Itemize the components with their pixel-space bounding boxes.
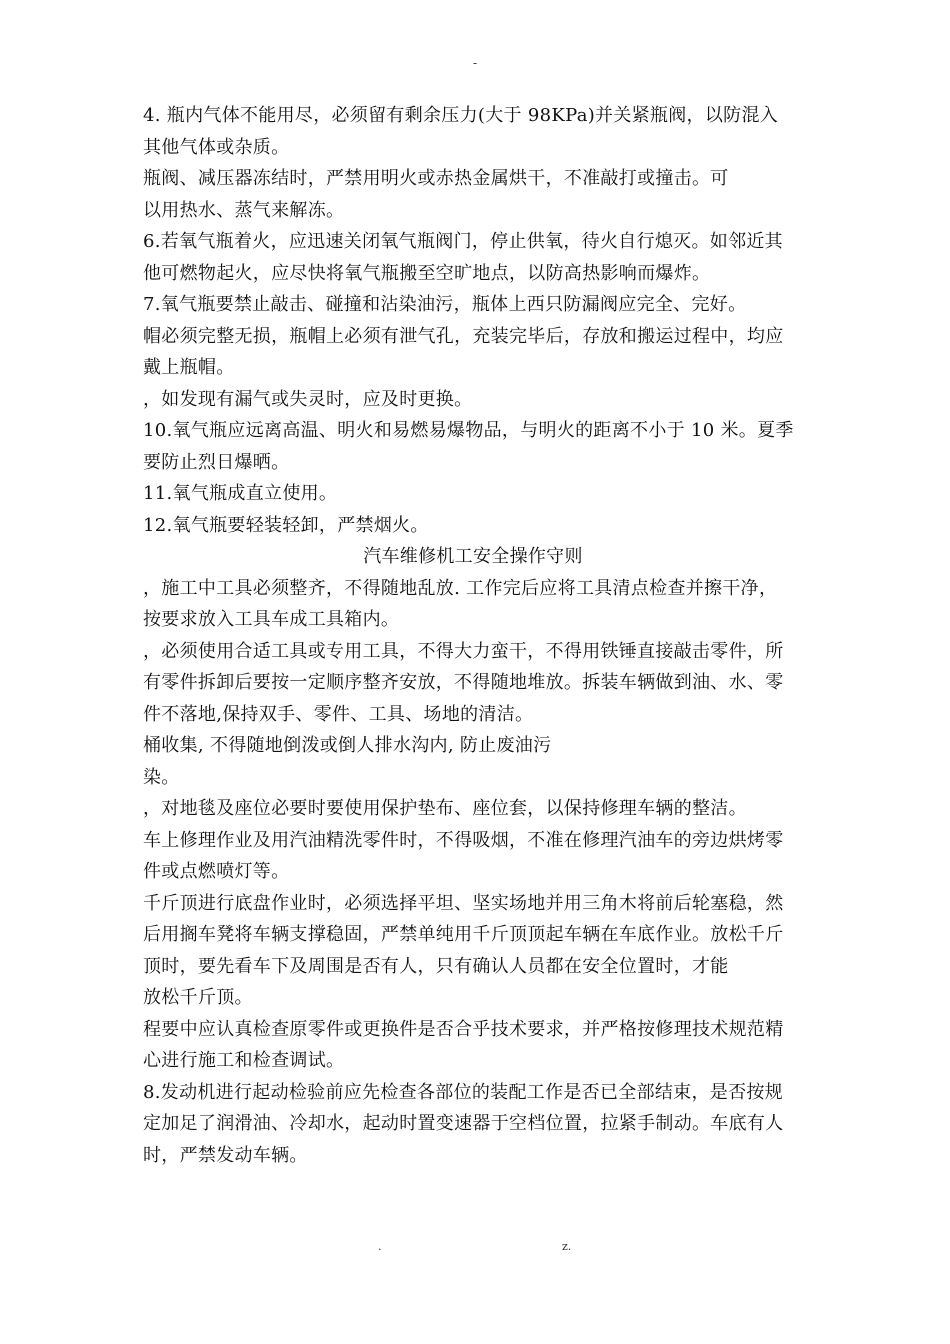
text-line: 件不落地,保持双手、零件、工具、场地的清洁。	[143, 703, 534, 725]
text-line: 其他气体或杂质。	[143, 136, 290, 158]
text-line: 程要中应认真检查原零件或更换件是否合乎技术要求，并严格按修理技术规范精	[143, 1018, 784, 1040]
text-line: 10.氧气瓶应远离高温、明火和易燃易爆物品，与明火的距离不小于 10 米。夏季	[143, 420, 794, 441]
text-line: 后用搁车凳将车辆支撑稳固，严禁单纯用千斤顶顶起车辆在车底作业。放松千斤	[143, 924, 784, 945]
section-title: 汽车维修机工安全操作守则	[363, 546, 583, 567]
text-line: 12.氧气瓶要轻装轻卸，严禁烟火。	[143, 514, 429, 536]
text-line: 有零件拆卸后要按一定顺序整齐安放，不得随地堆放。拆装车辆做到油、水、零	[143, 672, 784, 693]
text-line: ，对地毯及座位必要时要使用保护垫布、座位套，以保持修理车辆的整洁。	[143, 798, 747, 819]
text-line: 瓶阀、减压器冻结时，严禁用明火或赤热金属烘干，不准敲打或撞击。可	[143, 168, 729, 189]
text-line: 要防止烈日爆晒。	[143, 451, 290, 473]
text-line: 心进行施工和检查调试。	[143, 1050, 345, 1071]
text-line: 4. 瓶内气体不能用尽，必须留有剩余压力(大于 98KPa)并关紧瓶阀，以防混入	[143, 105, 779, 126]
text-line: 8.发动机进行起动检验前应先检查各部位的装配工作是否已全部结束，是否按规	[143, 1081, 783, 1103]
text-line: 帽必须完整无损，瓶帽上必须有泄气孔，充装完毕后，存放和搬运过程中，均应	[143, 325, 784, 347]
text-line: 时，严禁发动车辆。	[143, 1144, 308, 1166]
header-mark: -	[472, 56, 478, 70]
text-line: 戴上瓶帽。	[143, 357, 235, 378]
text-line: 车上修理作业及用汽油精洗零件时，不得吸烟，不准在修理汽油车的旁边烘烤零	[143, 829, 784, 851]
text-line: ，必须使用合适工具或专用工具，不得大力蛮干，不得用铁锤直接敲击零件，所	[143, 640, 784, 662]
text-line: 顶时，要先看车下及周围是否有人，只有确认人员都在安全位置时，才能	[143, 955, 729, 977]
text-line: 6.若氧气瓶着火，应迅速关闭氧气瓶阀门，停止供氧，待火自行熄灭。如邻近其	[143, 231, 783, 252]
text-line: 放松千斤顶。	[143, 987, 253, 1008]
text-line: 7.氧气瓶要禁止敲击、碰撞和沾染油污，瓶体上西只防漏阀应完全、完好。	[143, 294, 747, 315]
text-line: ，如发现有漏气或失灵时，应及时更换。	[143, 388, 473, 410]
footer-left-mark: .	[378, 1240, 382, 1253]
text-line: ，施工中工具必须整齐，不得随地乱放. 工作完后应将工具清点检查并擦干净，	[143, 577, 778, 599]
text-line: 染。	[143, 766, 180, 788]
text-line: 他可燃物起火，应尽快将氧气瓶搬至空旷地点，以防高热影响而爆炸。	[143, 262, 711, 284]
text-line: 件或点燃喷灯等。	[143, 861, 290, 882]
text-line: 桶收集, 不得随地倒泼或倒人排水沟内, 防止废油污	[143, 735, 552, 756]
text-line: 定加足了润滑油、冷却水，起动时置变速器于空档位置，拉紧手制动。车底有人	[143, 1113, 784, 1134]
footer-right-mark: z.	[562, 1240, 572, 1253]
text-line: 千斤顶进行底盘作业时，必须选择平坦、坚实场地并用三角木将前后轮塞稳，然	[143, 892, 784, 914]
text-line: 11.氧气瓶成直立使用。	[143, 483, 338, 504]
document-body	[143, 100, 823, 1171]
text-line: 以用热水、蒸气来解冻。	[143, 199, 345, 221]
text-line: 按要求放入工具车成工具箱内。	[143, 609, 400, 630]
